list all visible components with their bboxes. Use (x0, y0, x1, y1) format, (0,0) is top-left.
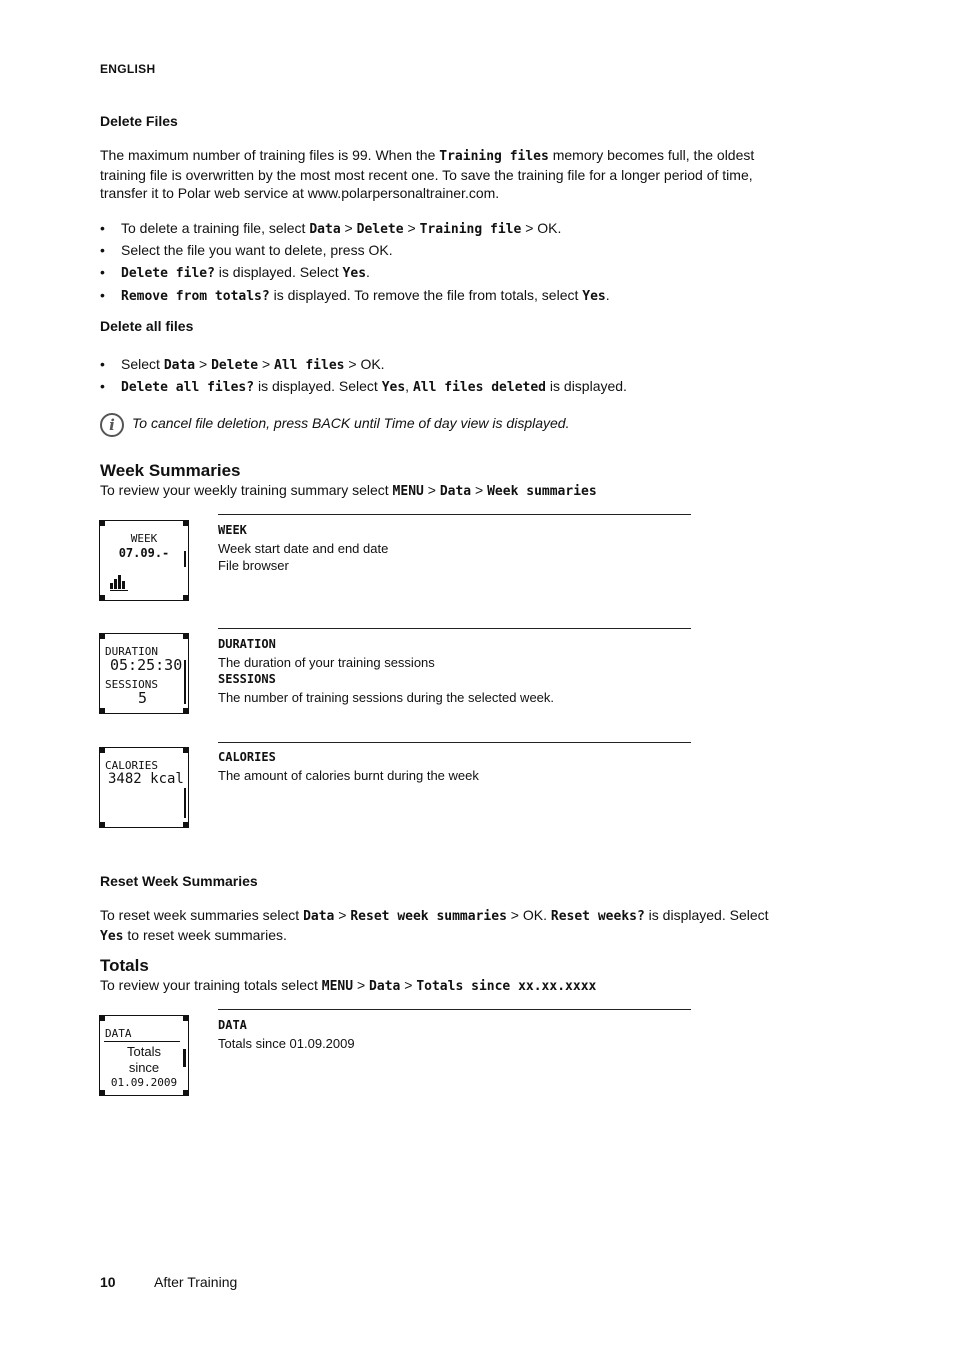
menu-keyword: Data (439, 484, 472, 499)
item-text: File browser (218, 558, 289, 573)
divider (218, 1009, 691, 1010)
corner-mark (183, 520, 189, 526)
screen-text: 07.09.- (118, 546, 170, 560)
totals-intro (100, 976, 780, 996)
text: > OK. (521, 220, 562, 236)
corner-mark (99, 633, 105, 639)
watch-screen-duration (99, 633, 189, 714)
bar-chart-icon (110, 573, 128, 589)
text: > OK. (506, 907, 551, 923)
info-icon: i (100, 413, 124, 437)
menu-keyword: Week summaries (487, 484, 597, 499)
text: To reset week summaries select (100, 907, 304, 923)
corner-mark (99, 747, 105, 753)
menu-keyword: Yes (381, 380, 406, 395)
text: > (258, 356, 275, 372)
delete-all-heading: Delete all files (100, 318, 194, 334)
week-item (218, 522, 698, 575)
item-text: The number of training sessions during the selected week. (218, 689, 555, 705)
text: To delete a training file, select (121, 220, 310, 236)
menu-keyword: Yes (582, 289, 606, 304)
info-note: To cancel file deletion, press BACK until Time of day view is displayed. (132, 415, 570, 431)
text: . (605, 287, 610, 303)
menu-keyword: Data (369, 979, 401, 994)
corner-mark (183, 822, 189, 828)
corner-mark (99, 1015, 105, 1021)
list-item (100, 355, 627, 377)
text: > (340, 220, 357, 236)
item-text: The amount of calories burnt during the week (218, 767, 479, 783)
divider (218, 628, 691, 629)
menu-keyword: All files (274, 358, 345, 373)
text: . (366, 264, 370, 280)
list-item (100, 263, 610, 285)
text: > (195, 356, 212, 372)
menu-keyword: All files deleted (412, 380, 547, 395)
screen-text: 5 (138, 689, 148, 707)
menu-keyword: Totals since xx.xx.xxxx (416, 979, 597, 994)
totals-item (218, 1017, 698, 1052)
list-item (100, 286, 610, 308)
divider (218, 742, 691, 743)
item-text: Week start date and end date (218, 540, 389, 556)
text: > OK. (344, 356, 385, 372)
text: > (471, 482, 488, 498)
text: to reset week summaries. (123, 927, 287, 943)
watch-screen-week (99, 520, 189, 601)
duration-item (218, 636, 698, 706)
text: > (334, 907, 351, 923)
item-title: WEEK (218, 523, 247, 537)
text: The maximum number of training files is 99. When the (100, 147, 440, 163)
corner-mark (183, 1015, 189, 1021)
scroll-indicator (184, 660, 186, 704)
reset-week-heading: Reset Week Summaries (100, 873, 258, 889)
menu-keyword: Delete file? (121, 266, 215, 281)
corner-mark (99, 520, 105, 526)
menu-keyword: Data (163, 358, 196, 373)
text: is displayed. To remove the file from totals, select (269, 287, 583, 303)
menu-keyword: Data (309, 222, 341, 237)
corner-mark (183, 747, 189, 753)
reset-week-paragraph (100, 906, 780, 946)
language-label: ENGLISH (100, 62, 156, 76)
watch-screen-totals (99, 1015, 189, 1096)
item-title: SESSIONS (218, 672, 276, 686)
screen-text: 3482 kcal (108, 771, 184, 787)
menu-keyword: Yes (100, 929, 124, 944)
text: is displayed. Select (214, 264, 343, 280)
menu-keyword: Data (303, 909, 335, 924)
scroll-indicator (184, 788, 186, 818)
scroll-indicator (183, 1049, 186, 1067)
totals-heading: Totals (100, 956, 149, 975)
screen-text: since (128, 1060, 160, 1075)
menu-keyword: Yes (342, 266, 367, 281)
list-item (100, 241, 610, 263)
section-title: After Training (154, 1274, 238, 1290)
screen-text: CALORIES (105, 759, 158, 772)
delete-files-paragraph (100, 146, 780, 202)
text: is displayed. Select (254, 378, 382, 394)
menu-keyword: Reset week summaries (350, 909, 507, 924)
menu-keyword: Reset weeks? (550, 909, 645, 924)
corner-mark (183, 633, 189, 639)
item-title: CALORIES (218, 750, 276, 764)
page-number: 10 (100, 1274, 116, 1290)
corner-mark (183, 595, 189, 601)
screen-text: Totals (127, 1044, 161, 1059)
corner-mark (183, 708, 189, 714)
week-summaries-intro (100, 481, 780, 501)
text: Select the file you want to delete, press OK. (121, 242, 393, 258)
scroll-indicator (184, 551, 186, 567)
calories-item (218, 749, 698, 784)
screen-text: WEEK (130, 532, 158, 545)
item-title: DURATION (218, 637, 276, 651)
item-text: Totals since 01.09.2009 (218, 1035, 355, 1051)
week-summaries-heading: Week Summaries (100, 461, 241, 480)
item-text: The duration of your training sessions (218, 654, 435, 670)
text: > (353, 977, 370, 993)
corner-mark (99, 708, 105, 714)
text: is displayed. (546, 378, 627, 394)
text: To review your weekly training summary select (100, 482, 393, 498)
menu-keyword: Delete (356, 222, 404, 237)
item-title: DATA (218, 1018, 247, 1032)
divider (104, 1041, 180, 1042)
divider (218, 514, 691, 515)
corner-mark (183, 1090, 189, 1096)
screen-text: 01.09.2009 (110, 1076, 178, 1089)
text: > (403, 220, 420, 236)
screen-text: DATA (105, 1027, 132, 1040)
delete-all-steps (100, 355, 627, 399)
menu-keyword: Training files (439, 149, 549, 164)
menu-keyword: MENU (392, 484, 424, 499)
corner-mark (99, 1090, 105, 1096)
corner-mark (99, 595, 105, 601)
text: > (400, 977, 417, 993)
delete-files-steps (100, 219, 610, 307)
screen-text: DURATION (105, 645, 158, 658)
list-item (100, 219, 610, 241)
text: , (405, 378, 413, 394)
menu-keyword: Delete all files? (121, 380, 255, 395)
menu-keyword: MENU (321, 979, 354, 994)
menu-keyword: Delete (211, 358, 259, 373)
screen-text: 05:25:30 (110, 656, 183, 674)
menu-keyword: Remove from totals? (121, 289, 270, 304)
text: Select (121, 356, 164, 372)
corner-mark (99, 822, 105, 828)
screen-text: SESSIONS (105, 678, 158, 691)
watch-screen-calories (99, 747, 189, 828)
menu-keyword: Training file (419, 222, 522, 237)
delete-files-heading: Delete Files (100, 113, 178, 129)
list-item (100, 377, 627, 399)
text: memory becomes full, the oldest training file is overwritten by the most most recent one. To save the training file for a longer period of time, transfer it to Polar web service at www.polarpersonaltrainer.com. (100, 147, 755, 201)
text: > (423, 482, 440, 498)
text: is displayed. Select (644, 907, 769, 923)
text: To review your training totals select (100, 977, 322, 993)
